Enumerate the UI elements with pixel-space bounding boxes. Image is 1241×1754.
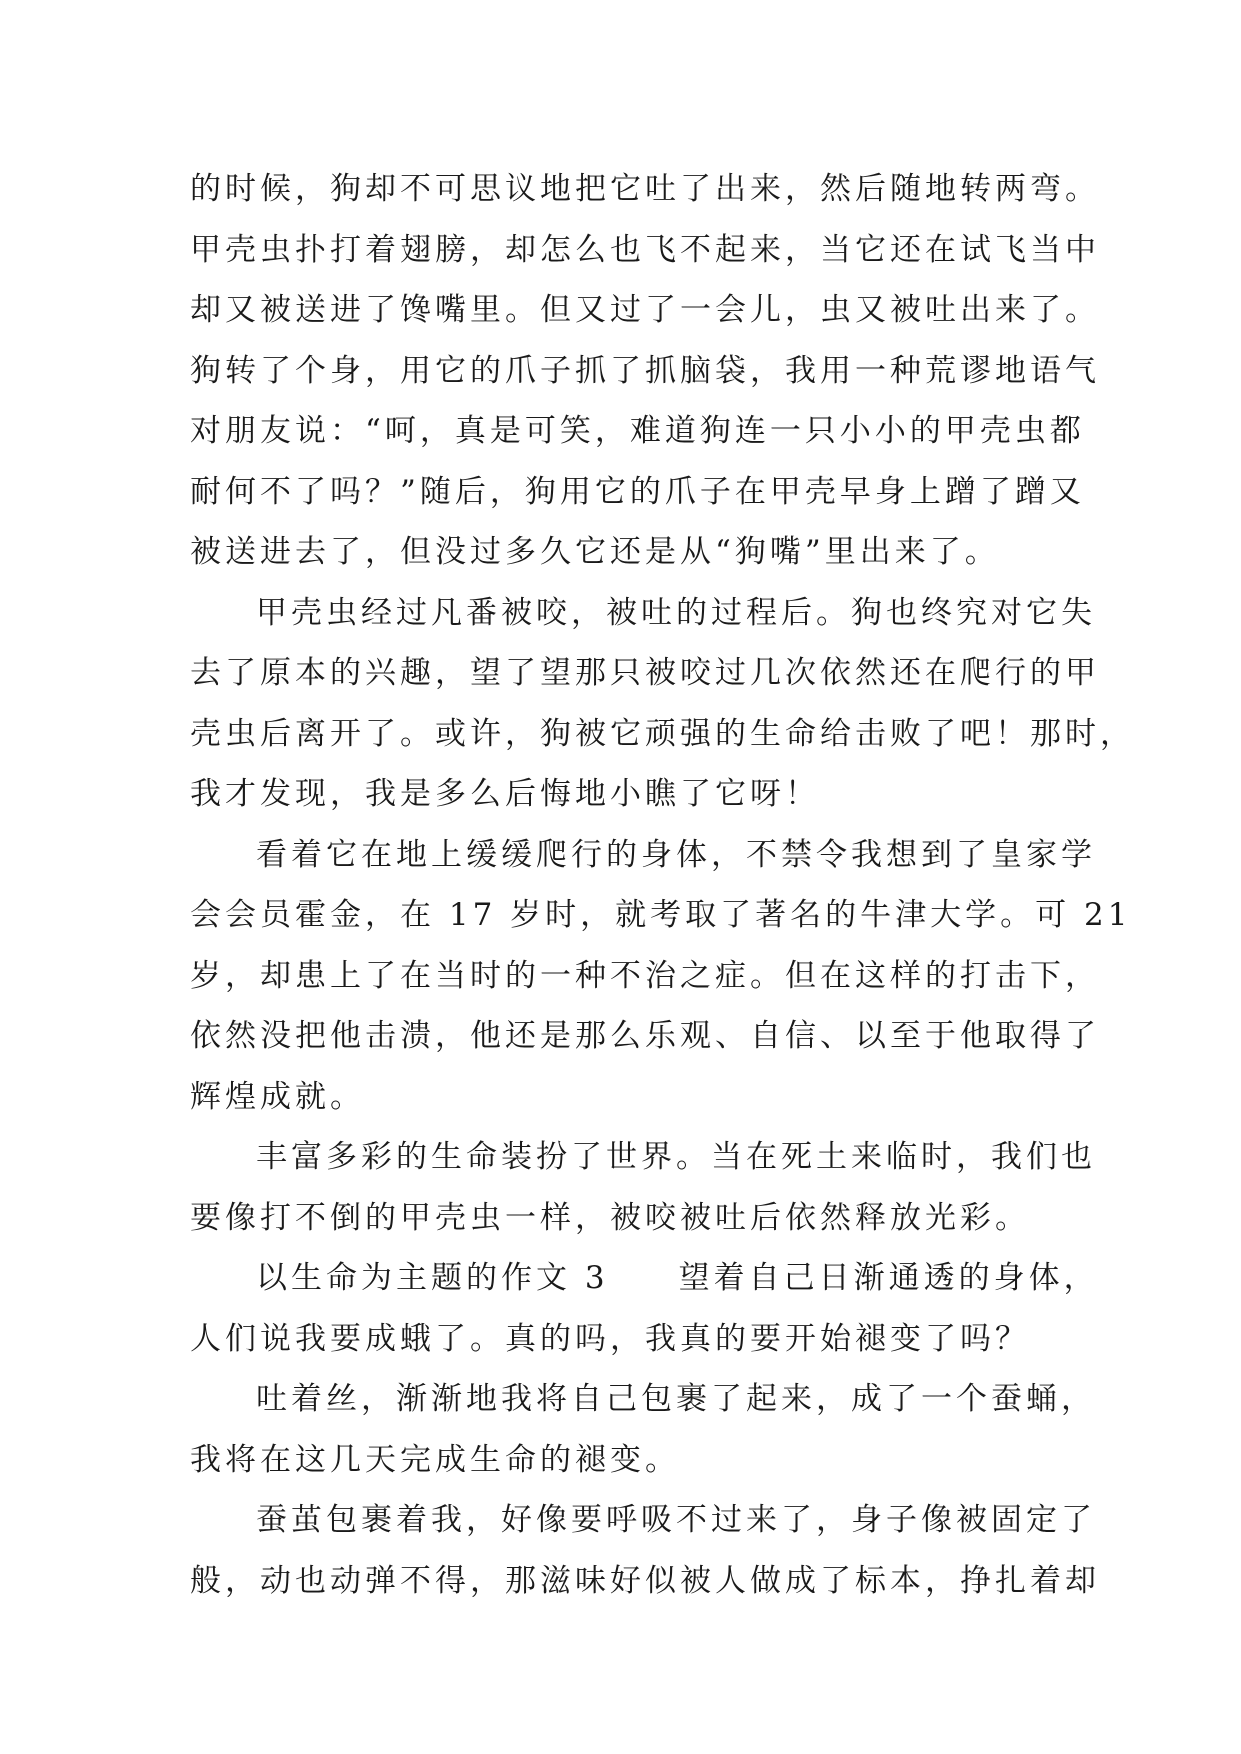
paragraph-first-line: 丰富多彩的生命装扮了世界。当在死土来临时，我们也 [256, 1139, 1096, 1175]
text-line: 的时候，狗却不可思议地把它吐了出来，然后随地转两弯。 [190, 171, 1100, 207]
text-line: 会会员霍金，在 17 岁时，就考取了著名的牛津大学。可 21 [190, 897, 1132, 933]
text-line: 耐何不了吗？”随后，狗用它的爪子在甲壳早身上蹭了蹭又 [190, 473, 1085, 510]
text-line: 我才发现，我是多么后悔地小瞧了它呀！ [190, 776, 820, 812]
paragraph-first-line: 看着它在地上缓缓爬行的身体，不禁令我想到了皇家学 [256, 836, 1096, 873]
section-heading-line: 以生命为主题的作文 3 望着自己日渐通透的身体， [256, 1260, 1099, 1296]
text-line: 般，动也动弹不得，那滋味好似被人做成了标本，挣扎着却 [190, 1562, 1100, 1599]
text-line: 却又被送进了馋嘴里。但又过了一会儿，虫又被吐出来了。 [190, 292, 1100, 328]
document-body [190, 159, 1135, 1611]
text-line: 辉煌成就。 [190, 1078, 365, 1115]
text-line: 要像打不倒的甲壳虫一样，被咬被吐后依然释放光彩。 [190, 1199, 1030, 1236]
paragraph-first-line: 甲壳虫经过凡番被咬，被吐的过程后。狗也终究对它失 [256, 594, 1096, 631]
text-line: 甲壳虫扑打着翅膀，却怎么也飞不起来，当它还在试飞当中 [190, 231, 1100, 268]
text-line: 岁，却患上了在当时的一种不治之症。但在这样的打击下， [190, 957, 1100, 994]
text-line: 被送进去了，但没过多久它还是从“狗嘴”里出来了。 [190, 534, 1000, 570]
text-line: 对朋友说：“呵，真是可笑，难道狗连一只小小的甲壳虫都 [190, 413, 1085, 449]
text-line: 去了原本的兴趣，望了望那只被咬过几次依然还在爬行的甲 [190, 655, 1100, 691]
text-line: 壳虫后离开了。或许，狗被它顽强的生命给击败了吧！那时， [190, 715, 1135, 752]
paragraph-first-line: 蚕茧包裹着我，好像要呼吸不过来了，身子像被固定了 [256, 1502, 1096, 1538]
text-line: 狗转了个身，用它的爪子抓了抓脑袋，我用一种荒谬地语气 [190, 352, 1100, 389]
paragraph-first-line: 吐着丝，渐渐地我将自己包裹了起来，成了一个蚕蛹， [256, 1381, 1096, 1417]
text-line: 人们说我要成蛾了。真的吗，我真的要开始褪变了吗？ [190, 1320, 1030, 1357]
text-line: 依然没把他击溃，他还是那么乐观、自信、以至于他取得了 [190, 1018, 1100, 1054]
text-line: 我将在这几天完成生命的褪变。 [190, 1441, 680, 1478]
